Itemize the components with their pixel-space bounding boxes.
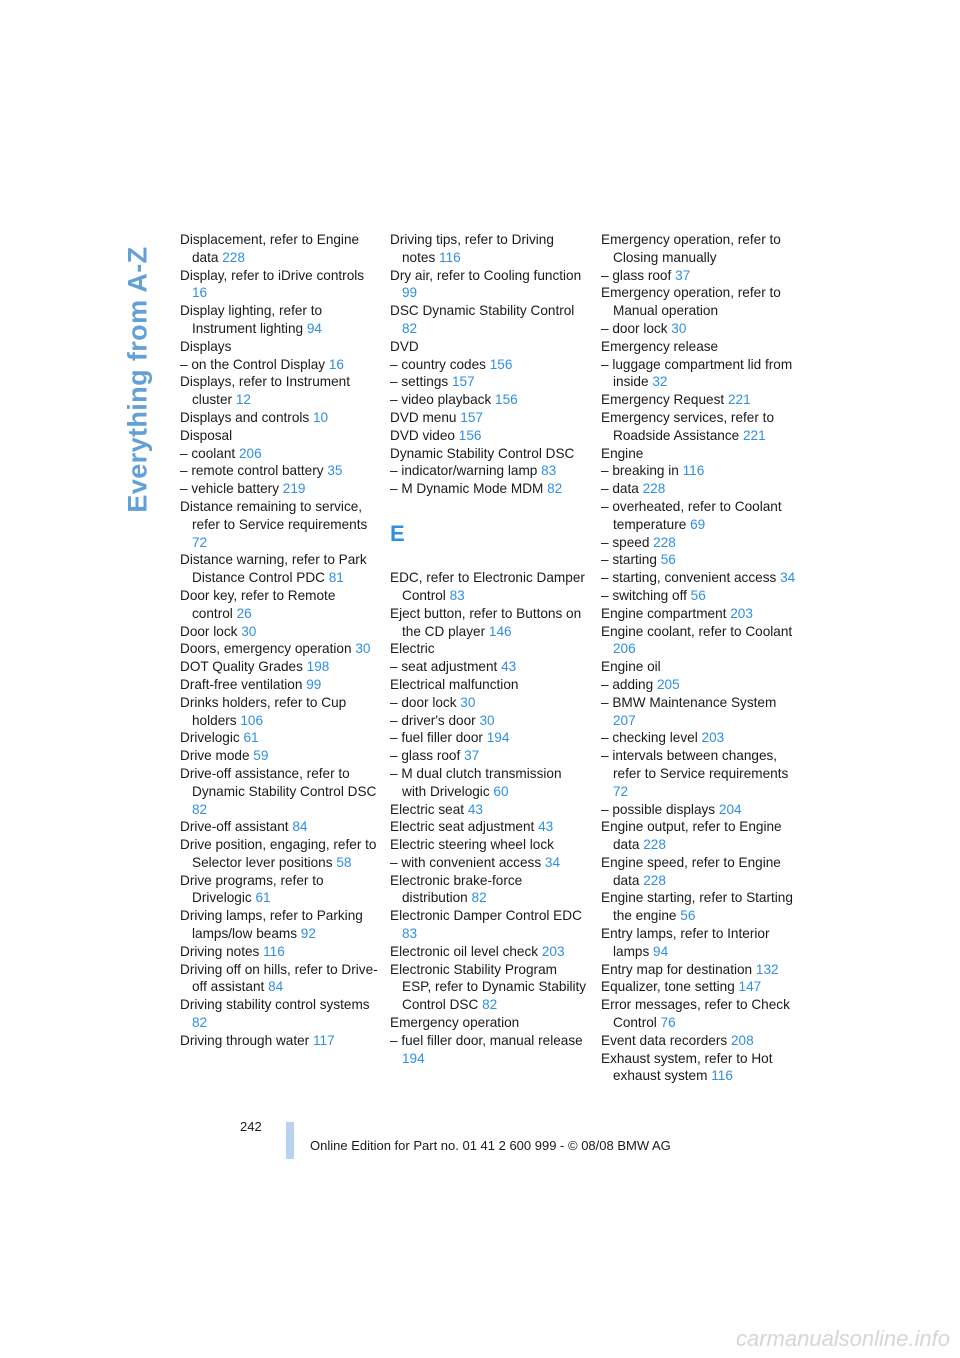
index-entry-text: Eject button, refer to Buttons on the CD player <box>390 605 582 639</box>
index-entry <box>390 712 588 730</box>
index-entry <box>601 729 799 747</box>
page-reference-link[interactable]: 82 <box>547 481 563 497</box>
index-entry <box>390 445 588 463</box>
index-entry-text: – checking level <box>601 730 698 746</box>
page-reference-link[interactable]: 206 <box>613 641 636 657</box>
index-entry-text: Error messages, refer to Check Control <box>601 997 790 1031</box>
page-reference-link[interactable]: 157 <box>451 374 475 390</box>
index-entry <box>601 356 799 392</box>
page-reference-link[interactable]: 37 <box>675 267 691 283</box>
index-entry-text: – on the Control Display <box>180 356 326 372</box>
index-column-3 <box>601 231 799 1085</box>
index-entry <box>390 640 588 658</box>
page-reference-link[interactable]: 72 <box>192 534 208 550</box>
index-entry <box>601 534 799 552</box>
page-reference-link[interactable]: 157 <box>460 409 483 425</box>
index-entry-text: Event data recorders <box>601 1032 728 1048</box>
index-entry-text: Disposal <box>180 427 233 443</box>
index-entry <box>601 676 799 694</box>
index-entry <box>601 925 799 961</box>
index-entry-text: Electric seat adjustment <box>390 819 535 835</box>
index-entry-text: – M dual clutch transmission with Drivelogic <box>390 765 562 799</box>
index-entry-text: Display lighting, refer to Instrument lighting <box>180 303 323 336</box>
index-entry <box>390 872 588 908</box>
index-entry-text: Electric steering wheel lock <box>390 837 554 853</box>
index-entry <box>601 445 799 463</box>
index-entry <box>390 765 588 801</box>
index-entry <box>180 267 378 303</box>
index-column-1 <box>180 231 378 1050</box>
index-entry-text: – BMW Maintenance System <box>601 694 777 710</box>
index-entry-text: Drive programs, refer to Drivelogic <box>180 872 324 906</box>
index-entry-text: Displacement, refer to Engine data <box>180 232 360 265</box>
index-entry <box>601 747 799 800</box>
index-entry <box>390 676 588 694</box>
index-entry-text: – M Dynamic Mode MDM <box>390 481 544 497</box>
index-entry-text: EDC, refer to Electronic Damper Control <box>390 570 585 603</box>
index-entry-text: – remote control battery <box>180 463 324 479</box>
page-reference-link[interactable]: 16 <box>328 356 344 372</box>
index-entry-text: DVD menu <box>390 409 457 425</box>
index-entry-text: – glass roof <box>390 748 461 764</box>
page-reference-link[interactable]: 56 <box>680 908 696 924</box>
index-entry <box>601 889 799 925</box>
index-entry-text: Door key, refer to Remote control <box>180 587 336 621</box>
index-entry <box>601 551 799 569</box>
index-entry <box>390 943 588 961</box>
index-entry <box>180 338 378 356</box>
index-entry-text: – adding <box>601 676 654 692</box>
index-entry-text: – breaking in <box>601 463 679 479</box>
index-entry <box>390 356 588 374</box>
index-entry-text: – speed <box>601 534 650 550</box>
index-entry <box>390 961 588 1014</box>
index-entry <box>601 409 799 445</box>
section-side-title <box>122 231 154 527</box>
index-entry <box>390 747 588 765</box>
index-entry-text: Drivelogic <box>180 730 240 746</box>
index-entry <box>601 978 799 996</box>
page-reference-link[interactable]: 99 <box>402 285 418 301</box>
index-entry-text: Engine coolant, refer to Coolant <box>601 623 793 639</box>
page-reference-link[interactable]: 228 <box>642 481 666 497</box>
index-entry <box>601 854 799 890</box>
index-entry-text: Displays, refer to Instrument cluster <box>180 374 350 408</box>
index-entry <box>601 231 799 267</box>
page-reference-link[interactable]: 208 <box>730 1032 754 1048</box>
index-entry-text: Engine starting, refer to Starting the engine <box>601 890 793 924</box>
page-reference-link[interactable]: 43 <box>501 659 517 675</box>
page-reference-link[interactable]: 82 <box>402 320 418 336</box>
index-entry <box>390 409 588 427</box>
index-entry-text: Driving stability control systems <box>180 997 370 1013</box>
index-entry <box>180 427 378 445</box>
index-entry-text: Emergency release <box>601 338 719 354</box>
page-reference-link[interactable]: 198 <box>306 659 330 675</box>
index-entry <box>180 765 378 818</box>
index-entry-text: Electronic brake-force distribution <box>390 872 523 906</box>
index-entry-text: Emergency Request <box>601 392 725 408</box>
index-entry <box>601 391 799 409</box>
page-reference-link[interactable]: 203 <box>730 605 753 621</box>
index-entry <box>180 587 378 623</box>
index-entry-text: Engine <box>601 445 644 461</box>
index-entry <box>390 267 588 303</box>
page-reference-link[interactable]: 61 <box>255 890 271 906</box>
index-entry <box>601 498 799 534</box>
index-entry <box>601 818 799 854</box>
page-reference-link[interactable]: 221 <box>742 427 766 443</box>
index-entry <box>601 462 799 480</box>
page-reference-link[interactable]: 203 <box>701 730 725 746</box>
index-entry-text: – overheated, refer to Coolant temperature <box>601 498 782 532</box>
index-entry-text: – door lock <box>390 694 457 710</box>
page-reference-link[interactable]: 194 <box>402 1050 425 1066</box>
page-reference-link[interactable]: 56 <box>690 587 706 603</box>
index-entry-text: – intervals between changes, refer to Service requirements <box>601 748 789 781</box>
index-entry-text: Displays and controls <box>180 409 310 425</box>
index-entry <box>601 1050 799 1086</box>
index-entry-text: – video playback <box>390 392 492 408</box>
page-reference-link[interactable]: 207 <box>613 712 636 728</box>
index-entry-text: – settings <box>390 374 449 390</box>
index-entry-text: Electric <box>390 641 435 657</box>
index-entry-text: Door lock <box>180 623 238 639</box>
index-entry <box>390 1032 588 1068</box>
index-entry <box>390 694 588 712</box>
index-entry-text: – glass roof <box>601 267 672 283</box>
index-entry-text: Dry air, refer to Cooling function <box>390 267 582 283</box>
index-entry-text: Draft-free ventilation <box>180 676 303 692</box>
index-entry <box>180 640 378 658</box>
index-entry <box>390 462 588 480</box>
index-entry <box>390 480 588 498</box>
index-entry-text: – fuel filler door, manual release <box>390 1032 583 1048</box>
index-entry <box>601 480 799 498</box>
index-entry <box>180 676 378 694</box>
index-entry <box>180 462 378 480</box>
index-entry <box>390 836 588 854</box>
index-entry <box>601 338 799 356</box>
page-reference-link[interactable]: 156 <box>495 392 518 408</box>
index-entry-text: – starting, convenient access <box>601 570 777 586</box>
index-entry-text: Electronic oil level check <box>390 943 539 959</box>
index-entry <box>180 907 378 943</box>
index-column-2 <box>390 231 588 1067</box>
page-reference-link[interactable]: 82 <box>471 890 487 906</box>
index-entry-text: – switching off <box>601 587 687 603</box>
page-reference-link[interactable]: 83 <box>449 587 465 603</box>
page-reference-link[interactable]: 81 <box>328 570 344 586</box>
page-reference-link[interactable]: 116 <box>711 1068 733 1084</box>
index-entry <box>390 801 588 819</box>
index-entry <box>601 694 799 730</box>
page-reference-link[interactable]: 228 <box>643 837 666 853</box>
page-reference-link[interactable]: 30 <box>671 320 687 336</box>
index-entry-text: – starting <box>601 552 657 568</box>
index-entry-text: DVD video <box>390 427 455 443</box>
index-entry <box>390 391 588 409</box>
index-entry-text: Emergency operation, refer to Manual operation <box>601 285 781 319</box>
page-reference-link[interactable]: 82 <box>192 1015 208 1031</box>
page-reference-link[interactable]: 34 <box>780 570 796 586</box>
index-entry-text: Emergency services, refer to Roadside Assistance <box>601 409 775 443</box>
page-reference-link[interactable]: 72 <box>613 783 629 799</box>
index-entry <box>180 356 378 374</box>
index-entry <box>390 1014 588 1032</box>
index-entry <box>390 658 588 676</box>
index-entry-text: Engine oil <box>601 659 661 675</box>
page-reference-link[interactable]: 221 <box>727 392 751 408</box>
index-entry <box>601 320 799 338</box>
page-reference-link[interactable]: 76 <box>660 1015 676 1031</box>
page-reference-link[interactable]: 116 <box>263 943 285 959</box>
page-reference-link[interactable]: 146 <box>488 623 512 639</box>
page-reference-link[interactable]: 12 <box>235 392 251 408</box>
index-entry <box>180 302 378 338</box>
page-reference-link[interactable]: 99 <box>306 676 322 692</box>
page-number: 242 <box>240 1119 262 1134</box>
page-reference-link[interactable]: 94 <box>653 943 669 959</box>
page-reference-link[interactable]: 59 <box>253 748 269 764</box>
page-reference-link[interactable]: 206 <box>238 445 262 461</box>
index-entry-text: – vehicle battery <box>180 481 279 497</box>
index-entry <box>180 373 378 409</box>
page-reference-link[interactable]: 117 <box>312 1032 335 1048</box>
index-entry <box>180 943 378 961</box>
index-entry <box>601 587 799 605</box>
index-entry <box>601 801 799 819</box>
index-entry <box>180 551 378 587</box>
page-reference-link[interactable]: 83 <box>402 926 418 942</box>
index-entry-text: – door lock <box>601 320 668 336</box>
index-entry-text: Drive-off assistance, refer to Dynamic Stability Control DSC <box>180 765 377 799</box>
page-reference-link[interactable]: 43 <box>538 819 554 835</box>
index-entry-text: Emergency operation <box>390 1015 520 1031</box>
index-entry-text: – indicator/warning lamp <box>390 463 538 479</box>
index-entry <box>180 480 378 498</box>
page-reference-link[interactable]: 60 <box>493 783 509 799</box>
watermark-logo: carmanualsonline.info <box>735 1326 950 1351</box>
index-entry <box>180 658 378 676</box>
page-reference-link[interactable]: 228 <box>222 249 245 265</box>
index-entry-text: Engine output, refer to Engine data <box>601 819 782 853</box>
index-entry <box>180 498 378 551</box>
index-entry <box>180 836 378 872</box>
letter-spacer <box>390 498 588 516</box>
index-entry-text: Emergency operation, refer to Closing manually <box>601 232 781 265</box>
page-reference-link[interactable]: 219 <box>282 481 306 497</box>
page-reference-link[interactable]: 203 <box>541 943 565 959</box>
index-entry-text: Distance remaining to service, refer to Service requirements <box>180 498 368 532</box>
page-reference-link[interactable]: 228 <box>643 872 666 888</box>
index-entry <box>180 747 378 765</box>
page-reference-link[interactable]: 30 <box>460 694 476 710</box>
index-entry <box>601 284 799 320</box>
index-entry <box>390 729 588 747</box>
index-entry-text: Driving tips, refer to Driving notes <box>390 232 554 265</box>
index-entry <box>601 996 799 1032</box>
page-reference-link[interactable]: 82 <box>192 801 208 817</box>
page-reference-link[interactable]: 94 <box>306 320 322 336</box>
index-entry-text: Drinks holders, refer to Cup holders <box>180 694 347 728</box>
index-entry <box>601 961 799 979</box>
index-entry <box>601 1032 799 1050</box>
index-entry <box>180 996 378 1032</box>
index-entry-text: Driving notes <box>180 943 260 959</box>
index-entry <box>180 961 378 997</box>
page-reference-link[interactable]: 84 <box>268 979 284 995</box>
index-entry <box>390 231 588 267</box>
page-reference-link[interactable]: 43 <box>467 801 483 817</box>
index-entry-text: Distance warning, refer to Park Distance Control PDC <box>180 552 367 586</box>
index-entry-text: Drive position, engaging, refer to Selector lever positions <box>180 837 377 870</box>
index-entry-text: Entry map for destination <box>601 961 753 977</box>
index-entry-text: DVD <box>390 338 419 354</box>
index-entry-text: Driving off on hills, refer to Drive-off assistant <box>180 961 378 995</box>
index-entry-text: Electrical malfunction <box>390 676 519 692</box>
index-entry-text: – data <box>601 481 639 497</box>
index-entry <box>180 231 378 267</box>
index-entry-text: Dynamic Stability Control DSC <box>390 445 575 461</box>
index-entry-text: Driving lamps, refer to Parking lamps/low beams <box>180 908 363 942</box>
index-entry <box>180 445 378 463</box>
index-entry <box>390 605 588 641</box>
index-entry-text: – possible displays <box>601 801 716 817</box>
index-entry <box>390 854 588 872</box>
index-entry <box>601 623 799 659</box>
index-entry-text: Driving through water <box>180 1032 310 1048</box>
index-entry-text: – seat adjustment <box>390 659 498 675</box>
index-entry <box>390 338 588 356</box>
index-entry-text: – country codes <box>390 356 486 372</box>
page-reference-link[interactable]: 106 <box>240 712 264 728</box>
index-entry <box>390 302 588 338</box>
index-entry-text: – with convenient access <box>390 854 542 870</box>
index-entry <box>180 1032 378 1050</box>
page-reference-link[interactable]: 26 <box>236 605 252 621</box>
index-entry-text: – fuel filler door <box>390 730 483 746</box>
page-reference-link[interactable]: 69 <box>690 516 706 532</box>
index-entry-text: Displays <box>180 338 232 354</box>
page-reference-link[interactable]: 228 <box>653 534 676 550</box>
page-reference-link[interactable]: 30 <box>355 641 371 657</box>
page-reference-link[interactable]: 58 <box>336 854 352 870</box>
page-reference-link[interactable]: 92 <box>300 926 316 942</box>
index-entry <box>180 729 378 747</box>
index-entry <box>180 872 378 908</box>
footer-accent-bar <box>286 1122 294 1159</box>
page-reference-link[interactable]: 35 <box>327 463 343 479</box>
letter-spacer <box>390 551 588 569</box>
index-entry <box>180 818 378 836</box>
index-entry-text: Electric seat <box>390 801 465 817</box>
page-reference-link[interactable]: 16 <box>192 285 208 301</box>
index-entry <box>390 818 588 836</box>
index-entry <box>390 427 588 445</box>
page-reference-link[interactable]: 10 <box>312 409 329 425</box>
page-reference-link[interactable]: 56 <box>660 552 676 568</box>
page-reference-link[interactable]: 37 <box>464 748 480 764</box>
index-entry <box>180 694 378 730</box>
index-entry-text: Engine speed, refer to Engine data <box>601 854 781 888</box>
index-entry <box>601 267 799 285</box>
page-reference-link[interactable]: 205 <box>656 676 680 692</box>
index-entry-text: Doors, emergency operation <box>180 641 352 657</box>
index-entry <box>180 623 378 641</box>
page-reference-link[interactable]: 147 <box>738 979 762 995</box>
page-reference-link[interactable]: 204 <box>718 801 742 817</box>
index-entry <box>390 569 588 605</box>
page-reference-link[interactable]: 34 <box>544 854 561 870</box>
index-entry <box>390 907 588 943</box>
section-side-title-text: Everything from A-Z <box>122 245 153 513</box>
index-entry <box>180 409 378 427</box>
index-entry <box>601 605 799 623</box>
index-entry <box>601 658 799 676</box>
index-entry-text: Electronic Damper Control EDC <box>390 908 582 924</box>
index-entry-text: Equalizer, tone setting <box>601 979 735 995</box>
page-reference-link[interactable]: 194 <box>486 730 510 746</box>
index-entry-text: Electronic Stability Program ESP, refer to Dynamic Stability Control DSC <box>390 961 587 1013</box>
letter-heading: E <box>390 520 405 546</box>
index-entry-text: Drive mode <box>180 748 250 764</box>
index-entry-text: DOT Quality Grades <box>180 659 303 675</box>
index-entry <box>601 569 799 587</box>
page-reference-link[interactable]: 132 <box>755 961 779 977</box>
page-reference-link[interactable]: 83 <box>541 463 557 479</box>
index-entry-text: – luggage compartment lid from inside <box>601 356 793 390</box>
index-entry-text: Exhaust system, refer to Hot exhaust system <box>601 1050 773 1084</box>
index-entry-text: Engine compartment <box>601 605 727 621</box>
index-entry-text: Drive-off assistant <box>180 819 289 835</box>
page-reference-link[interactable]: 30 <box>241 623 257 639</box>
page-reference-link[interactable]: 30 <box>479 712 495 728</box>
page-reference-link[interactable]: 156 <box>458 427 482 443</box>
page-reference-link[interactable]: 84 <box>292 819 308 835</box>
page-reference-link[interactable]: 116 <box>439 249 461 265</box>
index-entry-text: Entry lamps, refer to Interior lamps <box>601 926 770 959</box>
index-entry-text: Display, refer to iDrive controls <box>180 267 365 283</box>
page-reference-link[interactable]: 156 <box>489 356 513 372</box>
page-reference-link[interactable]: 82 <box>482 997 498 1013</box>
footer-edition-text: Online Edition for Part no. 01 41 2 600 999 - © 08/08 BMW AG <box>310 1138 671 1153</box>
index-entry-text: – coolant <box>180 445 236 461</box>
page-reference-link[interactable]: 116 <box>682 463 705 479</box>
index-entry-text: – driver's door <box>390 712 476 728</box>
page-reference-link[interactable]: 32 <box>652 374 668 390</box>
index-entry-text: DSC Dynamic Stability Control <box>390 303 575 319</box>
index-entry <box>390 373 588 391</box>
page-reference-link[interactable]: 61 <box>243 730 259 746</box>
